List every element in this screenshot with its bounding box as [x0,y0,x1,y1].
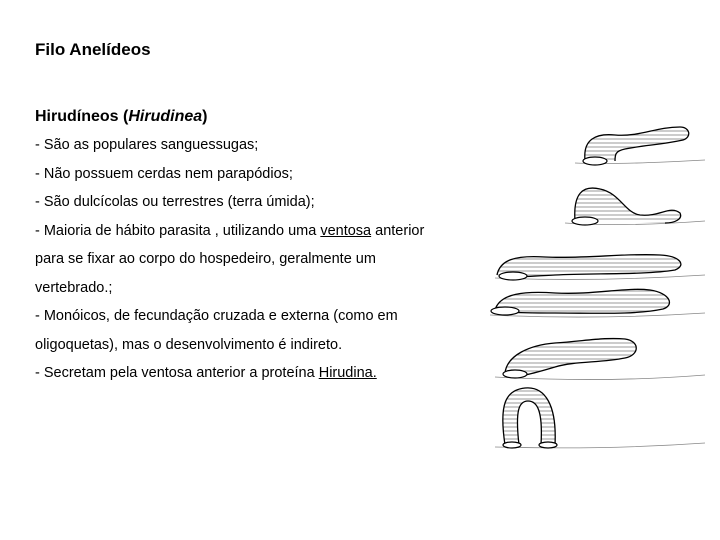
bullet-item: - São as populares sanguessugas; [35,137,259,153]
bullet-text: anterior para se fixar ao corpo do hospedeiro, geralmente um vertebrado.; [35,222,425,296]
section-heading [35,108,207,126]
bullet-list [35,131,455,388]
bullet-item: - São dulcícolas ou terrestres (terra úmida); [35,194,315,210]
leech-stage-2 [565,188,705,225]
leech-stage-1 [575,127,705,165]
bullet-text: - Secretam pela ventosa anterior a proteína [35,365,319,381]
leech-stage-4 [490,289,705,317]
leech-stage-5 [495,338,705,379]
bullet-text: - Maioria de hábito parasita , utilizando uma [35,222,321,239]
bullet-item [35,359,455,388]
bullet-item [35,217,455,303]
slide-title: Filo Anelídeos [35,40,151,59]
leech-movement-illustration [475,105,715,460]
underlined-term: Hirudina. [318,365,377,381]
leech-stage-6 [495,388,705,448]
heading-scientific-name: Hirudinea [128,108,203,125]
bullet-item: - Não possuem cerdas nem parapódios; [35,165,293,182]
heading-close: ) [202,108,208,125]
bullet-item: - Monóicos, de fecundação cruzada e externa (como em oligoquetas), mas o desenvolvimento é indireto. [35,308,398,353]
underlined-term: ventosa [320,222,372,239]
heading-main: Hirudíneos ( [35,108,129,125]
leech-stage-3 [495,255,705,280]
